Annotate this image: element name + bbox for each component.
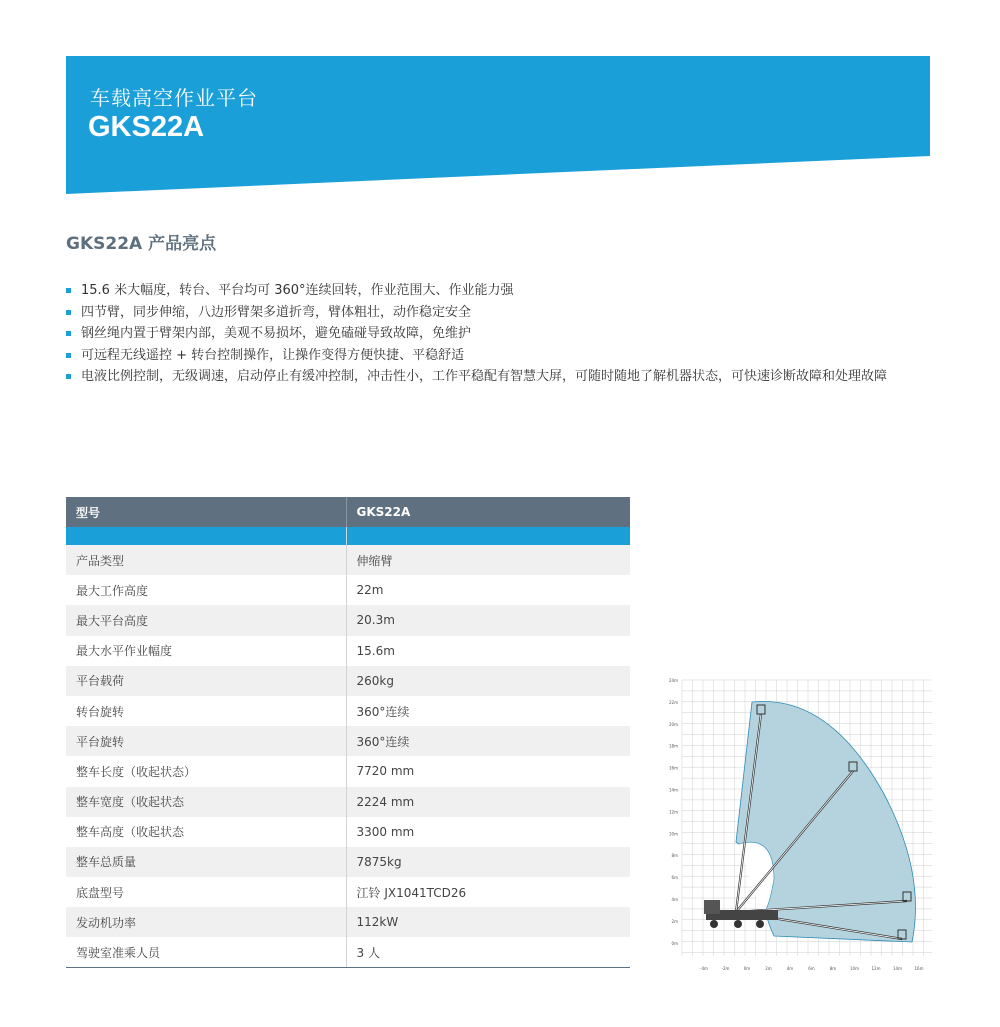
truck-wheel: [710, 920, 718, 928]
table-row: [66, 545, 630, 575]
y-axis-label: 22m: [669, 699, 678, 705]
y-axis-label: 16m: [669, 765, 678, 771]
y-axis-label: 0m: [671, 940, 678, 946]
list-item: 钢丝绳内置于臂架内部，美观不易损坏，避免磕碰导致故障，免维护: [66, 323, 887, 345]
spec-value: 112kW: [346, 907, 630, 937]
y-axis-label: 6m: [671, 875, 678, 881]
spec-value: 360°连续: [346, 726, 630, 756]
y-axis-label: 2m: [671, 918, 678, 924]
x-axis-label: 12m: [871, 966, 881, 971]
header-banner: [66, 56, 930, 194]
spec-label: 整车长度（收起状态）: [66, 756, 346, 786]
highlights-heading: GKS22A 产品亮点: [66, 234, 217, 254]
accent-row: [66, 527, 630, 545]
y-axis-label: 4m: [671, 897, 678, 902]
spec-value: 360°连续: [346, 696, 630, 726]
spec-value: 7875kg: [346, 847, 630, 877]
spec-table: [66, 497, 630, 968]
x-axis-label: 14m: [893, 966, 902, 971]
table-row: [66, 605, 630, 635]
working-range-diagram: [664, 674, 934, 974]
y-axis-label: 20m: [669, 721, 678, 727]
table-header-row: [66, 497, 630, 527]
spec-label: 平台载荷: [66, 666, 346, 696]
table-row: [66, 787, 630, 817]
highlights-list: [66, 280, 887, 388]
table-row: [66, 847, 630, 877]
table-row: [66, 726, 630, 756]
x-axis-label: 2m: [765, 966, 772, 971]
y-axis-label: 14m: [669, 787, 678, 793]
spec-label: 驾驶室准乘人员: [66, 937, 346, 967]
spec-label: 整车宽度（收起状态: [66, 787, 346, 817]
spec-label: 最大工作高度: [66, 575, 346, 605]
x-axis-label: 10m: [850, 966, 859, 971]
truck-wheel: [734, 920, 742, 928]
table-row: [66, 636, 630, 666]
spec-label: 产品类型: [66, 545, 346, 575]
list-item: 15.6 米大幅度，转台、平台均可 360°连续回转，作业范围大、作业能力强: [66, 280, 887, 302]
table-row: [66, 575, 630, 605]
table-row: [66, 756, 630, 786]
x-axis-label: 6m: [808, 966, 815, 971]
x-axis-label: 4m: [786, 966, 794, 971]
header-model-value: GKS22A: [346, 497, 630, 527]
y-axis-label: 18m: [669, 743, 678, 749]
y-axis-label: 24m: [669, 678, 678, 683]
table-row: [66, 666, 630, 696]
truck-wheel: [756, 920, 764, 928]
table-row: [66, 817, 630, 847]
truck-cab: [704, 900, 720, 914]
list-item: 电液比例控制，无级调速，启动停止有缓冲控制，冲击性小，工作平稳配有智慧大屏，可随时随地了解机器状态，可快速诊断故障和处理故障: [66, 366, 887, 388]
spec-value: 15.6m: [346, 636, 630, 666]
y-axis-label: 12m: [669, 809, 678, 815]
list-item: 四节臂，同步伸缩，八边形臂架多道折弯，臂体粗壮，动作稳定安全: [66, 302, 887, 324]
spec-value: 3 人: [346, 937, 630, 967]
spec-value: 7720 mm: [346, 756, 630, 786]
spec-value: 260kg: [346, 666, 630, 696]
x-axis-label: 8m: [829, 966, 837, 971]
x-axis-label: -2m: [721, 966, 730, 971]
spec-label: 最大水平作业幅度: [66, 636, 346, 666]
banner-subtitle: 车载高空作业平台: [90, 86, 258, 110]
x-axis-label: 0m: [743, 966, 751, 971]
spec-value: 20.3m: [346, 605, 630, 635]
y-axis-label: 10m: [669, 831, 678, 837]
x-axis-label: -4m: [700, 966, 708, 971]
spec-label: 转台旋转: [66, 696, 346, 726]
spec-label: 整车总质量: [66, 847, 346, 877]
spec-value: 2224 mm: [346, 787, 630, 817]
list-item: 可远程无线遥控 + 转台控制操作，让操作变得方便快捷、平稳舒适: [66, 345, 887, 367]
table-row: [66, 877, 630, 907]
table-row: [66, 907, 630, 937]
x-axis-label: 16m: [914, 966, 924, 971]
working-range-svg: [664, 674, 934, 974]
spec-value: 3300 mm: [346, 817, 630, 847]
spec-label: 底盘型号: [66, 877, 346, 907]
y-axis-label: 8m: [671, 853, 678, 859]
table-row: [66, 937, 630, 967]
spec-value: 22m: [346, 575, 630, 605]
banner-title: GKS22A: [88, 111, 205, 143]
spec-value: 伸缩臂: [346, 545, 630, 575]
spec-label: 整车高度（收起状态: [66, 817, 346, 847]
header-model-label: 型号: [66, 497, 346, 527]
spec-label: 平台旋转: [66, 726, 346, 756]
spec-label: 最大平台高度: [66, 605, 346, 635]
spec-value: 江铃 JX1041TCD26: [346, 877, 630, 907]
spec-label: 发动机功率: [66, 907, 346, 937]
table-row: [66, 696, 630, 726]
